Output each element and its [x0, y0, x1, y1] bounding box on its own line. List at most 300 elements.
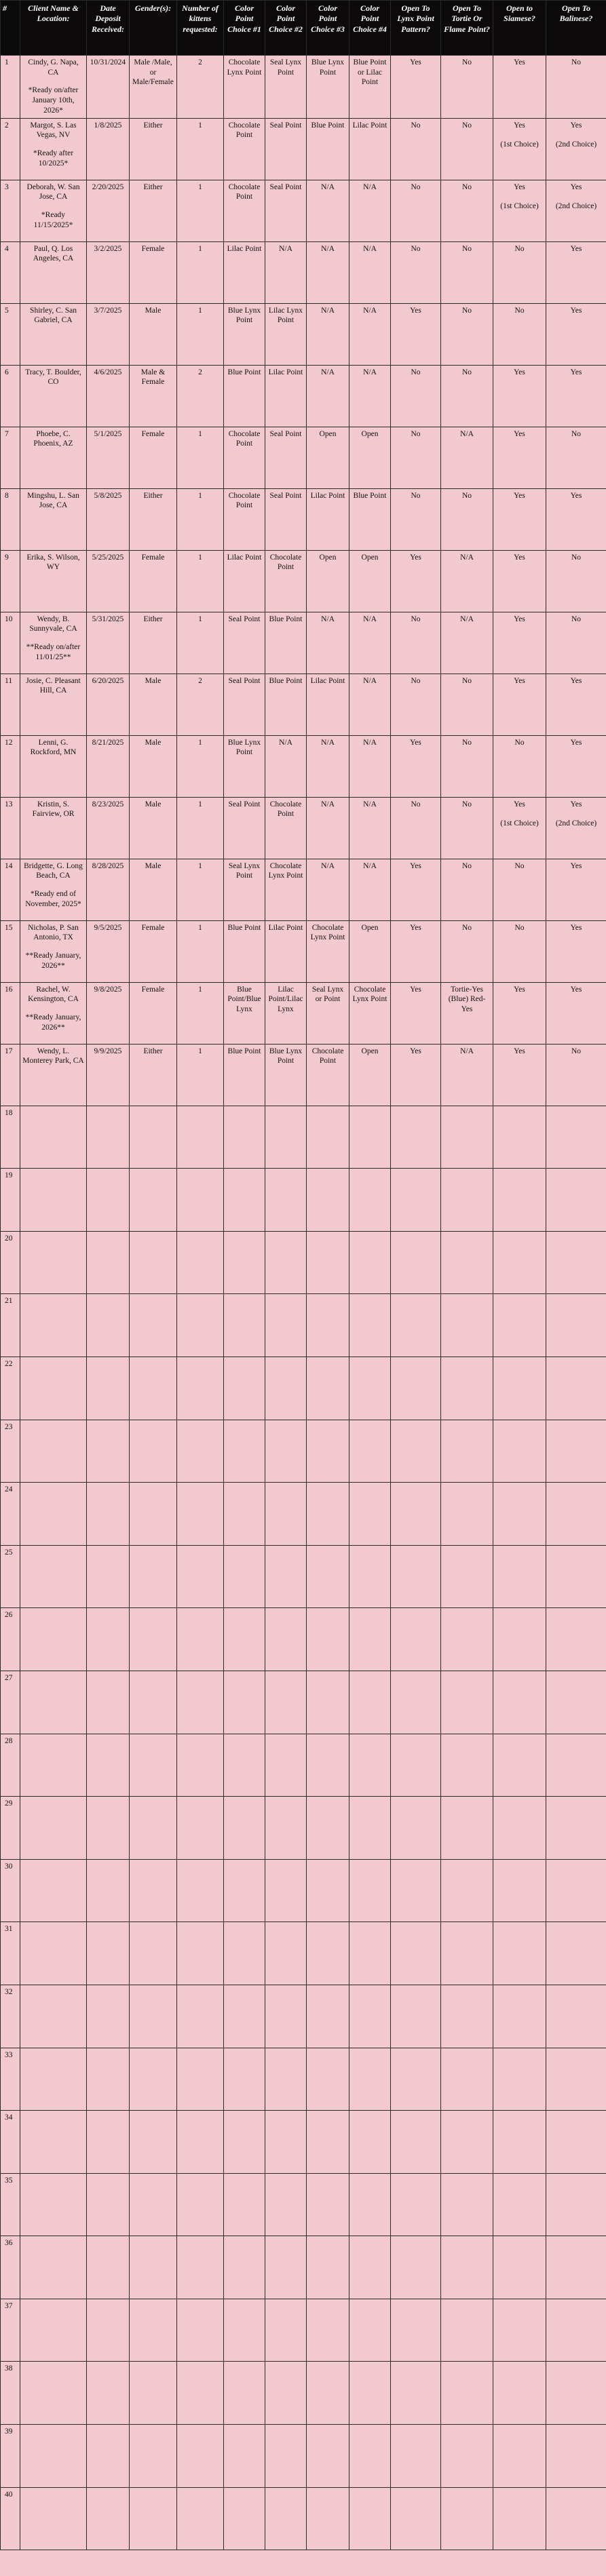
empty-cell — [130, 1545, 177, 1608]
client-ready-note: **Ready January, 2026** — [25, 952, 81, 970]
empty-cell — [130, 1859, 177, 1922]
empty-cell — [177, 2362, 224, 2425]
client-cell — [20, 180, 87, 241]
empty-cell — [265, 2048, 307, 2111]
empty-cell — [493, 2111, 546, 2174]
color-choice-4: Open — [349, 427, 391, 488]
empty-cell — [224, 1922, 265, 1985]
row-number: 32 — [1, 1985, 20, 2048]
empty-cell — [391, 1671, 441, 1734]
siamese-cell — [493, 920, 546, 982]
empty-table-row — [1, 2425, 606, 2488]
color-choice-2: Lilac Point/Lilac Lynx — [265, 982, 307, 1044]
empty-cell — [87, 1608, 130, 1671]
gender: Either — [130, 1044, 177, 1106]
color-choice-4: N/A — [349, 303, 391, 365]
color-choice-2: Seal Point — [265, 118, 307, 180]
color-choice-4: N/A — [349, 797, 391, 859]
empty-cell — [177, 1357, 224, 1420]
empty-cell — [307, 1797, 349, 1860]
color-choice-4: Lilac Point — [349, 118, 391, 180]
open-to-lynx: Yes — [391, 550, 441, 612]
empty-cell — [493, 1483, 546, 1546]
balinese-cell — [546, 303, 606, 365]
empty-cell — [546, 1483, 606, 1546]
empty-cell — [177, 1859, 224, 1922]
color-choice-1: Blue Lynx Point — [224, 303, 265, 365]
header-lynx: Open To Lynx Point Pattern? — [391, 1, 441, 56]
open-to-siamese: Yes — [514, 614, 525, 623]
color-choice-1: Blue Point — [224, 920, 265, 982]
client-cell — [20, 365, 87, 427]
client-name: Wendy, L. Monterey Park, CA — [22, 1047, 84, 1066]
siamese-cell — [493, 735, 546, 797]
empty-cell — [265, 1922, 307, 1985]
row-number: 39 — [1, 2425, 20, 2488]
empty-table-row — [1, 2111, 606, 2174]
balinese-cell — [546, 56, 606, 119]
empty-cell — [493, 1294, 546, 1357]
client-name: Paul, Q. Los Angeles, CA — [33, 244, 74, 263]
gender: Female — [130, 550, 177, 612]
gender: Either — [130, 180, 177, 241]
empty-cell — [130, 1671, 177, 1734]
empty-cell — [441, 2425, 493, 2488]
open-to-balinese: Yes — [570, 985, 582, 994]
empty-cell — [87, 1985, 130, 2048]
open-to-balinese: Yes — [570, 121, 582, 130]
balinese-cell — [546, 920, 606, 982]
empty-cell — [391, 1294, 441, 1357]
deposit-date: 9/5/2025 — [87, 920, 130, 982]
empty-cell — [349, 1671, 391, 1734]
table-row — [1, 1044, 606, 1106]
client-name: Lenni, G. Rockford, MN — [30, 738, 77, 757]
empty-cell — [546, 1922, 606, 1985]
client-name: Tracy, T. Boulder, CO — [25, 368, 81, 387]
empty-cell — [265, 2236, 307, 2299]
color-choice-1: Blue Point — [224, 1044, 265, 1106]
client-name: Margot, S. Las Vegas, NV — [30, 121, 77, 140]
siamese-cell — [493, 365, 546, 427]
siamese-cell — [493, 550, 546, 612]
open-to-siamese: Yes — [514, 182, 525, 191]
color-choice-3: N/A — [307, 735, 349, 797]
balinese-cell — [546, 859, 606, 920]
empty-cell — [307, 1106, 349, 1169]
empty-cell — [87, 1922, 130, 1985]
color-choice-1: Seal Point — [224, 674, 265, 735]
open-to-tortie: No — [441, 118, 493, 180]
empty-cell — [177, 1734, 224, 1797]
empty-cell — [441, 1797, 493, 1860]
open-to-lynx: No — [391, 488, 441, 550]
color-choice-4: Open — [349, 920, 391, 982]
empty-cell — [130, 1231, 177, 1294]
client-cell — [20, 674, 87, 735]
color-choice-2: Blue Lynx Point — [265, 1044, 307, 1106]
empty-cell — [130, 1483, 177, 1546]
table-row — [1, 488, 606, 550]
empty-cell — [349, 1106, 391, 1169]
empty-cell — [349, 2487, 391, 2550]
empty-cell — [177, 2173, 224, 2236]
empty-table-row — [1, 1985, 606, 2048]
row-number: 28 — [1, 1734, 20, 1797]
open-to-lynx: Yes — [391, 56, 441, 119]
kitten-count: 1 — [177, 920, 224, 982]
empty-cell — [546, 2362, 606, 2425]
empty-cell — [349, 1608, 391, 1671]
color-choice-2: Lilac Lynx Point — [265, 303, 307, 365]
kitten-count: 2 — [177, 674, 224, 735]
row-number: 18 — [1, 1106, 20, 1169]
empty-cell — [224, 2236, 265, 2299]
empty-cell — [224, 1169, 265, 1232]
empty-cell — [349, 1294, 391, 1357]
row-number: 7 — [1, 427, 20, 488]
client-ready-note: *Ready after 10/2025* — [33, 149, 74, 168]
color-choice-3: Blue Lynx Point — [307, 56, 349, 119]
empty-cell — [546, 1797, 606, 1860]
gender: Female — [130, 982, 177, 1044]
open-to-tortie: No — [441, 859, 493, 920]
empty-cell — [224, 1231, 265, 1294]
empty-cell — [391, 1357, 441, 1420]
empty-cell — [20, 1797, 87, 1860]
header-color-choice-1: Color Point Choice #1 — [224, 1, 265, 56]
client-cell — [20, 241, 87, 303]
open-to-lynx: Yes — [391, 920, 441, 982]
empty-cell — [493, 1545, 546, 1608]
color-choice-3: Seal Lynx or Point — [307, 982, 349, 1044]
empty-table-row — [1, 1231, 606, 1294]
empty-cell — [177, 1671, 224, 1734]
empty-cell — [493, 1922, 546, 1985]
empty-cell — [391, 1859, 441, 1922]
open-to-balinese: No — [571, 58, 582, 66]
empty-cell — [349, 1545, 391, 1608]
row-number: 36 — [1, 2236, 20, 2299]
table-row — [1, 612, 606, 674]
empty-cell — [87, 1859, 130, 1922]
table-row — [1, 735, 606, 797]
empty-cell — [307, 1608, 349, 1671]
row-number: 5 — [1, 303, 20, 365]
deposit-date: 4/6/2025 — [87, 365, 130, 427]
row-number: 22 — [1, 1357, 20, 1420]
empty-cell — [224, 2048, 265, 2111]
color-choice-3: Lilac Point — [307, 488, 349, 550]
balinese-choice-note: (2nd Choice) — [555, 140, 597, 149]
balinese-cell — [546, 797, 606, 859]
empty-cell — [87, 2111, 130, 2174]
open-to-siamese: Yes — [514, 985, 525, 994]
table-row — [1, 550, 606, 612]
empty-cell — [546, 1231, 606, 1294]
empty-cell — [20, 2425, 87, 2488]
deposit-date: 5/1/2025 — [87, 427, 130, 488]
deposit-date: 6/20/2025 — [87, 674, 130, 735]
open-to-siamese: Yes — [514, 121, 525, 130]
header-color-choice-2: Color Point Choice #2 — [265, 1, 307, 56]
client-cell — [20, 427, 87, 488]
client-name: Kristin, S. Fairview, OR — [32, 800, 75, 819]
color-choice-3: N/A — [307, 241, 349, 303]
balinese-cell — [546, 735, 606, 797]
empty-cell — [391, 1169, 441, 1232]
empty-cell — [493, 1357, 546, 1420]
open-to-siamese: Yes — [514, 553, 525, 562]
table-row — [1, 859, 606, 920]
table-header — [1, 1, 606, 56]
empty-cell — [20, 2299, 87, 2362]
empty-cell — [224, 1357, 265, 1420]
client-name: Shirley, C. San Gabriel, CA — [30, 306, 77, 325]
client-name: Rachel, W. Kensington, CA — [28, 985, 79, 1004]
row-number: 6 — [1, 365, 20, 427]
empty-cell — [177, 1922, 224, 1985]
empty-cell — [130, 1734, 177, 1797]
empty-cell — [493, 2362, 546, 2425]
open-to-tortie: N/A — [441, 612, 493, 674]
empty-cell — [546, 2236, 606, 2299]
open-to-balinese: Yes — [570, 306, 582, 315]
table-row — [1, 920, 606, 982]
client-ready-note: *Ready end of November, 2025* — [25, 890, 81, 908]
empty-table-row — [1, 1922, 606, 1985]
empty-cell — [87, 1671, 130, 1734]
empty-cell — [224, 2111, 265, 2174]
balinese-cell — [546, 365, 606, 427]
kitten-count: 1 — [177, 797, 224, 859]
empty-cell — [307, 2487, 349, 2550]
kitten-count: 1 — [177, 180, 224, 241]
empty-cell — [224, 2425, 265, 2488]
gender: Male — [130, 303, 177, 365]
empty-table-row — [1, 2236, 606, 2299]
empty-cell — [349, 1797, 391, 1860]
kitten-count: 1 — [177, 859, 224, 920]
row-number: 16 — [1, 982, 20, 1044]
siamese-cell — [493, 427, 546, 488]
open-to-tortie: No — [441, 797, 493, 859]
empty-cell — [307, 1294, 349, 1357]
empty-cell — [391, 1545, 441, 1608]
empty-cell — [441, 2362, 493, 2425]
empty-cell — [546, 1294, 606, 1357]
open-to-siamese: Yes — [514, 368, 525, 376]
color-choice-4: Open — [349, 1044, 391, 1106]
empty-cell — [307, 1231, 349, 1294]
empty-cell — [441, 1922, 493, 1985]
empty-cell — [177, 2048, 224, 2111]
client-cell — [20, 303, 87, 365]
empty-table-row — [1, 2487, 606, 2550]
empty-table-row — [1, 1294, 606, 1357]
color-choice-3: N/A — [307, 365, 349, 427]
open-to-lynx: Yes — [391, 303, 441, 365]
empty-cell — [177, 2236, 224, 2299]
empty-cell — [441, 2299, 493, 2362]
open-to-lynx: No — [391, 612, 441, 674]
client-name: Nicholas, P. San Antonio, TX — [28, 923, 79, 942]
empty-cell — [87, 1169, 130, 1232]
empty-cell — [546, 1734, 606, 1797]
open-to-balinese: Yes — [570, 800, 582, 808]
header-number: # — [1, 1, 20, 56]
row-number: 30 — [1, 1859, 20, 1922]
empty-cell — [20, 1859, 87, 1922]
empty-table-row — [1, 1608, 606, 1671]
color-choice-1: Blue Point/Blue Lynx — [224, 982, 265, 1044]
empty-cell — [130, 1106, 177, 1169]
table-body — [1, 56, 606, 2550]
open-to-tortie: N/A — [441, 427, 493, 488]
empty-cell — [307, 1169, 349, 1232]
empty-cell — [349, 1734, 391, 1797]
client-cell — [20, 56, 87, 119]
client-ready-note: *Ready 11/15/2025* — [33, 211, 73, 229]
color-choice-2: N/A — [265, 241, 307, 303]
open-to-tortie: No — [441, 735, 493, 797]
empty-cell — [20, 1420, 87, 1483]
table-row — [1, 365, 606, 427]
empty-cell — [87, 2048, 130, 2111]
open-to-siamese: No — [514, 738, 525, 747]
empty-cell — [177, 1545, 224, 1608]
row-number: 4 — [1, 241, 20, 303]
empty-cell — [265, 1734, 307, 1797]
empty-cell — [349, 2425, 391, 2488]
color-choice-4: Blue Point — [349, 488, 391, 550]
kitten-count: 1 — [177, 1044, 224, 1106]
empty-cell — [87, 1483, 130, 1546]
open-to-lynx: No — [391, 241, 441, 303]
empty-cell — [493, 1859, 546, 1922]
empty-cell — [493, 2173, 546, 2236]
client-ready-note: **Ready January, 2026** — [25, 1013, 81, 1032]
empty-cell — [493, 1671, 546, 1734]
empty-cell — [130, 2362, 177, 2425]
empty-cell — [349, 2048, 391, 2111]
siamese-cell — [493, 859, 546, 920]
empty-cell — [493, 1985, 546, 2048]
deposit-date: 9/8/2025 — [87, 982, 130, 1044]
open-to-tortie: Tortie-Yes (Blue) Red- Yes — [441, 982, 493, 1044]
empty-cell — [391, 1922, 441, 1985]
empty-cell — [265, 2111, 307, 2174]
empty-cell — [130, 2425, 177, 2488]
empty-cell — [349, 1859, 391, 1922]
empty-cell — [391, 1483, 441, 1546]
gender: Either — [130, 488, 177, 550]
row-number: 38 — [1, 2362, 20, 2425]
row-number: 9 — [1, 550, 20, 612]
header-date: Date Deposit Received: — [87, 1, 130, 56]
balinese-choice-note: (2nd Choice) — [555, 819, 597, 828]
empty-cell — [87, 2173, 130, 2236]
open-to-balinese: Yes — [570, 676, 582, 685]
balinese-cell — [546, 612, 606, 674]
color-choice-3: Open — [307, 427, 349, 488]
gender: Male — [130, 797, 177, 859]
empty-cell — [130, 2111, 177, 2174]
color-choice-1: Seal Point — [224, 797, 265, 859]
open-to-lynx: Yes — [391, 982, 441, 1044]
color-choice-2: Seal Lynx Point — [265, 56, 307, 119]
empty-cell — [265, 2299, 307, 2362]
empty-cell — [20, 2173, 87, 2236]
empty-cell — [177, 2487, 224, 2550]
empty-cell — [546, 1608, 606, 1671]
empty-cell — [265, 1671, 307, 1734]
empty-cell — [20, 2111, 87, 2174]
empty-cell — [391, 2487, 441, 2550]
row-number: 14 — [1, 859, 20, 920]
color-choice-3: Chocolate Point — [307, 1044, 349, 1106]
empty-cell — [391, 1734, 441, 1797]
color-choice-2: Chocolate Lynx Point — [265, 859, 307, 920]
empty-cell — [391, 2236, 441, 2299]
empty-table-row — [1, 1169, 606, 1232]
empty-cell — [224, 2299, 265, 2362]
gender: Either — [130, 612, 177, 674]
color-choice-4: Chocolate Lynx Point — [349, 982, 391, 1044]
empty-cell — [20, 2362, 87, 2425]
balinese-cell — [546, 427, 606, 488]
row-number: 35 — [1, 2173, 20, 2236]
empty-table-row — [1, 1859, 606, 1922]
empty-cell — [265, 1483, 307, 1546]
row-number: 15 — [1, 920, 20, 982]
row-number: 8 — [1, 488, 20, 550]
kitten-count: 1 — [177, 427, 224, 488]
empty-table-row — [1, 2048, 606, 2111]
empty-cell — [307, 2362, 349, 2425]
empty-cell — [265, 1985, 307, 2048]
kitten-count: 1 — [177, 488, 224, 550]
header-color-choice-3: Color Point Choice #3 — [307, 1, 349, 56]
kitten-count: 1 — [177, 612, 224, 674]
open-to-tortie: No — [441, 488, 493, 550]
open-to-lynx: No — [391, 180, 441, 241]
empty-cell — [20, 1671, 87, 1734]
gender: Either — [130, 118, 177, 180]
empty-cell — [441, 1169, 493, 1232]
balinese-cell — [546, 1044, 606, 1106]
open-to-siamese: Yes — [514, 429, 525, 438]
open-to-tortie: No — [441, 241, 493, 303]
balinese-cell — [546, 982, 606, 1044]
empty-cell — [307, 1545, 349, 1608]
empty-cell — [493, 1169, 546, 1232]
client-name: Mingshu, L. San Jose, CA — [27, 491, 79, 510]
empty-cell — [87, 1797, 130, 1860]
empty-cell — [441, 2236, 493, 2299]
empty-cell — [493, 1608, 546, 1671]
empty-cell — [224, 1671, 265, 1734]
deposit-date: 3/7/2025 — [87, 303, 130, 365]
client-cell — [20, 982, 87, 1044]
color-choice-1: Lilac Point — [224, 550, 265, 612]
color-choice-3: N/A — [307, 612, 349, 674]
client-name: Erika, S. Wilson, WY — [26, 553, 80, 572]
color-choice-2: Blue Point — [265, 612, 307, 674]
empty-cell — [441, 2111, 493, 2174]
open-to-siamese: No — [514, 923, 525, 932]
row-number: 33 — [1, 2048, 20, 2111]
